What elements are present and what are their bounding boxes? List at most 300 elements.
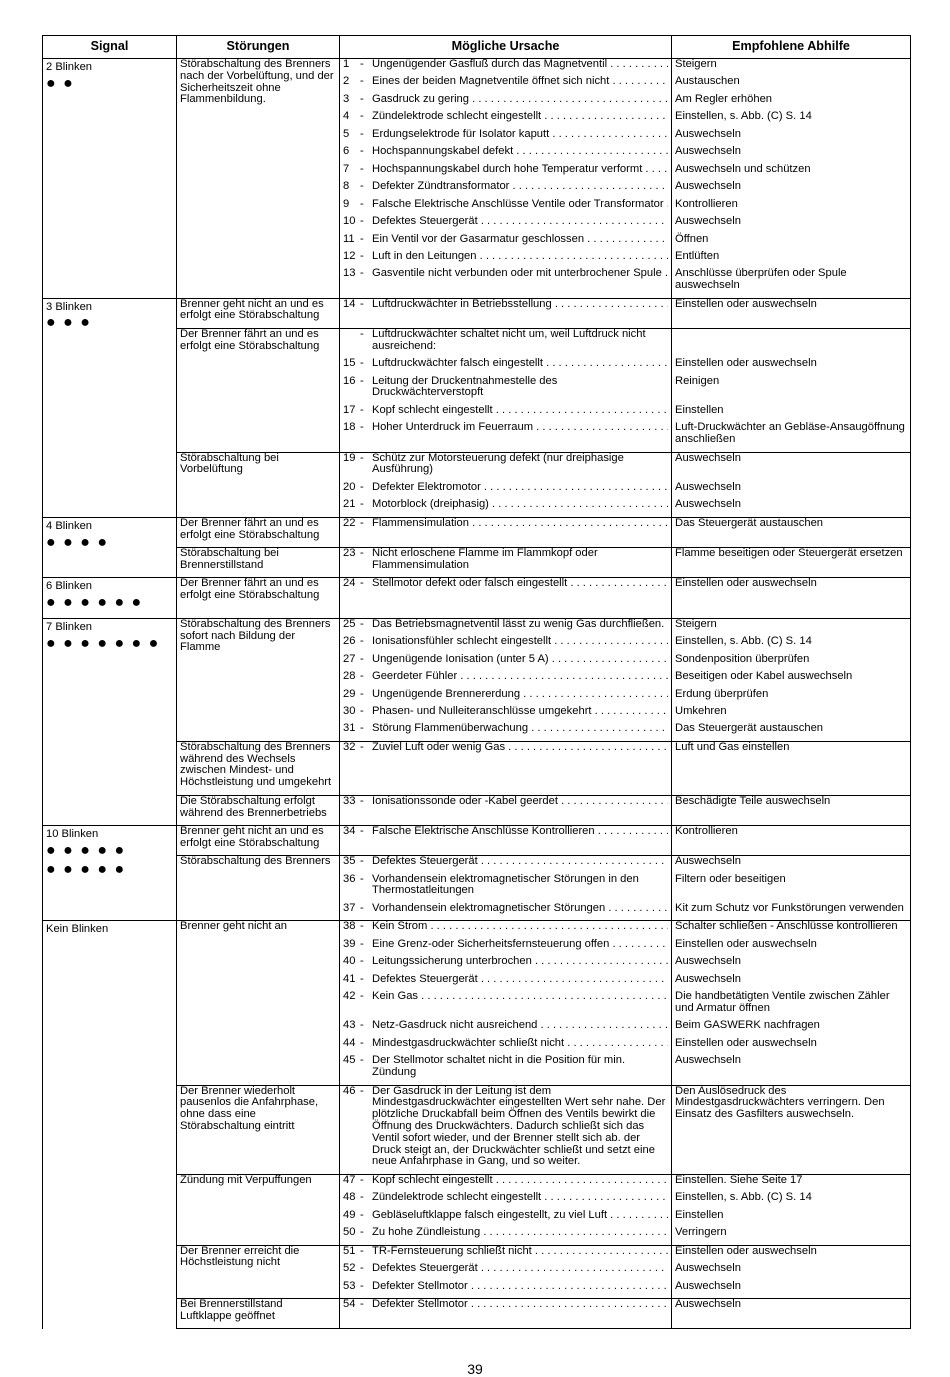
- blink-dots-indicator: ● ● ● ●: [46, 533, 109, 551]
- cause-cell: [340, 654, 672, 671]
- troubleshooting-table: [42, 35, 911, 1329]
- cause-text: Motorblock (dreiphasig) . . .: [372, 499, 668, 511]
- cause-cell: [340, 1174, 672, 1192]
- remedy-cell: Den Auslösedruck des Mindestgasdruckwächters verringern. Den Einsatz des Gasfilters auswechseln.: [672, 1085, 911, 1174]
- cause-dash: -: [360, 722, 364, 735]
- cause-number: 1: [343, 58, 350, 70]
- cause-number: 43: [343, 1019, 356, 1032]
- cause-cell: [340, 1245, 672, 1263]
- cause-dash: -: [360, 824, 364, 837]
- cause-cell: [340, 903, 672, 921]
- cause-text: Ein Ventil vor der Gasarmatur geschlossen . . .: [372, 234, 668, 246]
- cause-text: Eine Grenz-oder Sicherheitsfernsteuerung offen . . .: [372, 939, 668, 951]
- cause-text: Mindestgasdruckwächter schließt nicht . . .: [372, 1038, 668, 1050]
- remedy-cell: Beseitigen oder Kabel auswechseln: [672, 671, 911, 688]
- cause-dash: -: [360, 635, 364, 648]
- remedy-cell: Luft und Gas einstellen: [672, 741, 911, 795]
- cause-dash: -: [360, 180, 364, 193]
- page-number: 39: [467, 1361, 483, 1377]
- cause-text: Leitung der Druckentnahmestelle des Druckwächterverstopft: [372, 375, 558, 399]
- cause-number: 31: [343, 722, 356, 735]
- cause-number: 14: [343, 297, 356, 310]
- remedy-cell: Auswechseln: [672, 956, 911, 973]
- cause-text: Luftdruckwächter falsch eingestellt . . .: [372, 358, 668, 370]
- cause-number: 28: [343, 670, 356, 683]
- cause-text: Ungenügende Brennererdung . . .: [372, 689, 668, 701]
- cause-text: Hochspannungskabel durch hohe Temperatur verformt . . .: [372, 164, 668, 176]
- disturbance-cell: Bei Brennerstillstand Luftklappe geöffnet: [177, 1299, 340, 1329]
- cause-dash: -: [360, 75, 364, 88]
- signal-cell: [43, 517, 177, 578]
- remedy-cell: Kontrollieren: [672, 825, 911, 855]
- cause-cell: [340, 1038, 672, 1055]
- cause-number: 54: [343, 1298, 356, 1310]
- cause-cell: [340, 1210, 672, 1227]
- remedy-cell: Auswechseln: [672, 146, 911, 163]
- cause-number: 12: [343, 249, 356, 262]
- remedy-cell: Reinigen: [672, 376, 911, 405]
- cause-dash: -: [360, 1244, 364, 1257]
- remedy-cell: Auswechseln: [672, 216, 911, 233]
- cause-text: Stellmotor defekt oder falsch eingestellt . . .: [372, 578, 668, 590]
- cause-number: 16: [343, 374, 356, 387]
- cause-number: 17: [343, 403, 356, 416]
- cause-text: Vorhandensein elektromagnetischer Störungen . . .: [372, 903, 668, 915]
- cause-cell: [340, 181, 672, 198]
- cause-text: Störung Flammenüberwachung . . .: [372, 723, 668, 735]
- remedy-cell: Beschädigte Teile auswechseln: [672, 795, 911, 825]
- cause-cell: [340, 1085, 672, 1174]
- table-row: [43, 618, 911, 636]
- cause-number: 45: [343, 1054, 356, 1067]
- remedy-cell: Auswechseln: [672, 856, 911, 874]
- cause-number: 30: [343, 704, 356, 717]
- remedy-cell: Kontrollieren: [672, 199, 911, 216]
- cause-dash: -: [360, 498, 364, 511]
- cause-cell: [340, 452, 672, 482]
- cause-dash: -: [360, 955, 364, 968]
- cause-dash: -: [360, 794, 364, 807]
- cause-dash: -: [360, 110, 364, 123]
- cause-dash: -: [360, 652, 364, 665]
- cause-text: Falsche Elektrische Anschlüsse Ventile oder Transformator . . .: [372, 199, 668, 211]
- cause-text: Defektes Steuergerät . . .: [372, 216, 668, 228]
- cause-text: Kein Gas . . .: [372, 991, 668, 1003]
- cause-text: Gebläseluftklappe falsch eingestellt, zu viel Luft . . .: [372, 1210, 668, 1222]
- cause-number: 29: [343, 687, 356, 700]
- cause-number: 48: [343, 1191, 356, 1204]
- signal-cell: [43, 618, 177, 825]
- cause-cell: [340, 517, 672, 547]
- cause-dash: -: [360, 740, 364, 753]
- cause-number: 53: [343, 1279, 356, 1292]
- header-cause: Mögliche Ursache: [340, 36, 672, 59]
- cause-number: 2: [343, 75, 350, 88]
- cause-cell: [340, 376, 672, 405]
- cause-text: Ungenügende Ionisation (unter 5 A) . . .: [372, 654, 668, 666]
- cause-number: 9: [343, 197, 350, 210]
- blink-dots-indicator: ● ● ● ● ●: [46, 841, 126, 859]
- disturbance-cell: Der Brenner fährt an und es erfolgt eine Störabschaltung: [177, 328, 340, 452]
- table-body: [43, 59, 911, 1329]
- disturbance-cell: Störabschaltung bei Brennerstillstand: [177, 548, 340, 578]
- cause-cell: [340, 1227, 672, 1245]
- cause-dash: -: [360, 162, 364, 175]
- cause-number: 25: [343, 617, 356, 630]
- cause-cell: [340, 216, 672, 233]
- signal-label: 6 Blinken: [46, 580, 93, 593]
- remedy-cell: Auswechseln: [672, 1055, 911, 1085]
- cause-text: Hoher Unterdruck im Feuerraum . . .: [372, 422, 668, 434]
- cause-dash: -: [360, 1173, 364, 1186]
- cause-dash: -: [360, 374, 364, 387]
- remedy-cell: Einstellen oder auswechseln: [672, 939, 911, 956]
- cause-text: Nicht erloschene Flamme im Flammkopf oder Flammensimulation: [372, 548, 598, 571]
- cause-dash: -: [360, 297, 364, 310]
- remedy-cell: Beim GASWERK nachfragen: [672, 1020, 911, 1037]
- remedy-cell: Auswechseln: [672, 1263, 911, 1280]
- remedy-cell: Schalter schließen - Anschlüsse kontrollieren: [672, 921, 911, 939]
- cause-dash: -: [360, 232, 364, 245]
- cause-dash: -: [360, 1036, 364, 1049]
- header-signal: Signal: [43, 36, 177, 59]
- cause-number: 36: [343, 872, 356, 885]
- remedy-cell: Verringern: [672, 1227, 911, 1245]
- cause-text: Falsche Elektrische Anschlüsse Kontrollieren . . .: [372, 826, 668, 838]
- cause-dash: -: [360, 421, 364, 434]
- blink-dots-indicator: ● ● ● ● ● ●: [46, 594, 143, 612]
- remedy-cell: Auswechseln: [672, 482, 911, 499]
- cause-text: Zu hohe Zündleistung . . .: [372, 1227, 668, 1239]
- remedy-cell: Umkehren: [672, 706, 911, 723]
- remedy-cell: Kit zum Schutz vor Funkstörungen verwenden: [672, 903, 911, 921]
- cause-number: 7: [343, 162, 350, 175]
- cause-cell: [340, 671, 672, 688]
- cause-number: 34: [343, 824, 356, 837]
- cause-cell: [340, 268, 672, 298]
- header-row: [43, 36, 911, 59]
- cause-cell: [340, 94, 672, 111]
- cause-cell: [340, 991, 672, 1020]
- cause-text: Luftdruckwächter schaltet nicht um, weil Luftdruck nicht ausreichend:: [372, 328, 646, 352]
- cause-text: Geerdeter Fühler . . .: [372, 671, 668, 683]
- cause-dash: -: [360, 403, 364, 416]
- cause-dash: -: [360, 1208, 364, 1221]
- cause-dash: -: [360, 145, 364, 158]
- cause-text: Vorhandensein elektromagnetischer Störungen in den Thermostatleitungen: [372, 873, 639, 897]
- cause-dash: -: [360, 1084, 364, 1097]
- remedy-cell: Auswechseln: [672, 129, 911, 146]
- cause-number: 6: [343, 145, 350, 158]
- cause-number: 52: [343, 1262, 356, 1275]
- remedy-cell: Erdung überprüfen: [672, 689, 911, 706]
- cause-text: Defekter Stellmotor . . .: [372, 1281, 668, 1293]
- remedy-cell: Einstellen: [672, 405, 911, 422]
- remedy-cell: Einstellen, s. Abb. (C) S. 14: [672, 111, 911, 128]
- remedy-cell: Auswechseln und schützen: [672, 164, 911, 181]
- cause-dash: -: [360, 920, 364, 933]
- cause-dash: -: [360, 197, 364, 210]
- remedy-cell: Auswechseln: [672, 1299, 911, 1329]
- cause-text: TR-Fernsteuerung schließt nicht . . .: [372, 1246, 668, 1258]
- cause-text: Defekter Zündtransformator . . .: [372, 181, 668, 193]
- cause-text: Phasen- und Nulleiteranschlüsse umgekehrt . . .: [372, 706, 668, 718]
- remedy-cell: Austauschen: [672, 76, 911, 93]
- cause-cell: [340, 825, 672, 855]
- cause-text: Defekter Elektromotor . . .: [372, 482, 668, 494]
- cause-number: 13: [343, 267, 356, 280]
- cause-cell: [340, 234, 672, 251]
- cause-dash: -: [360, 92, 364, 105]
- cause-dash: -: [360, 215, 364, 228]
- signal-cell: [43, 59, 177, 299]
- cause-dash: -: [360, 872, 364, 885]
- cause-dash: -: [360, 990, 364, 1003]
- signal-label: 3 Blinken: [46, 300, 93, 313]
- cause-cell: [340, 1281, 672, 1299]
- remedy-cell: Filtern oder beseitigen: [672, 874, 911, 903]
- cause-text: Zuviel Luft oder wenig Gas . . .: [372, 742, 668, 754]
- cause-cell: [340, 129, 672, 146]
- cause-cell: [340, 706, 672, 723]
- cause-cell: [340, 111, 672, 128]
- blink-dots-indicator: ● ● ● ● ●: [46, 860, 126, 878]
- cause-number: 15: [343, 357, 356, 370]
- cause-cell: [340, 956, 672, 973]
- remedy-cell: Auswechseln: [672, 499, 911, 517]
- remedy-cell: Einstellen. Siehe Seite 17: [672, 1174, 911, 1192]
- cause-cell: [340, 405, 672, 422]
- cause-text: Das Betriebsmagnetventil lässt zu wenig Gas durchfließen. . . .: [372, 619, 668, 631]
- cause-dash: -: [360, 516, 364, 529]
- cause-cell: [340, 358, 672, 375]
- remedy-cell: Öffnen: [672, 234, 911, 251]
- remedy-cell: Am Regler erhöhen: [672, 94, 911, 111]
- cause-cell: [340, 874, 672, 903]
- table-row: [43, 578, 911, 618]
- cause-cell: [340, 1299, 672, 1329]
- remedy-cell: Flamme beseitigen oder Steuergerät ersetzen: [672, 548, 911, 578]
- disturbance-cell: Zündung mit Verpuffungen: [177, 1174, 340, 1245]
- cause-cell: [340, 741, 672, 795]
- cause-text: Hochspannungskabel defekt . . .: [372, 146, 668, 158]
- cause-dash: -: [360, 1298, 364, 1310]
- signal-cell: [43, 298, 177, 517]
- remedy-cell: Steigern: [672, 59, 911, 77]
- cause-text: Der Gasdruck in der Leitung ist dem Mindestgasdruckwächter eingestellten Wert sehr nahe. Der plötzliche Druckabfall beim Öffnen des Ventils bewirkt die Öffnung des Druckwächters. Dadurch schließt sich das Ventil sofort wieder, und der Brenner stellt sich ab. der Druck steigt an, der Druckwächter schließt und setzt eine neue Anfahrphase in Gang, und so weiter.: [372, 1085, 666, 1168]
- cause-text: Kopf schlecht eingestellt . . .: [372, 1175, 668, 1187]
- cause-cell: [340, 251, 672, 268]
- cause-text: Flammensimulation . . .: [372, 518, 668, 530]
- table-row: [43, 921, 911, 939]
- cause-text: Schütz zur Motorsteuerung defekt (nur dreiphasige Ausführung): [372, 452, 624, 476]
- cause-dash: -: [360, 1191, 364, 1204]
- signal-label: 7 Blinken: [46, 620, 93, 633]
- cause-dash: -: [360, 267, 364, 280]
- cause-number: 10: [343, 215, 356, 228]
- remedy-cell: Auswechseln: [672, 974, 911, 991]
- cause-number: 22: [343, 516, 356, 529]
- cause-cell: [340, 1263, 672, 1280]
- cause-dash: -: [360, 1226, 364, 1239]
- remedy-cell: Die handbetätigten Ventile zwischen Zähler und Armatur öffnen: [672, 991, 911, 1020]
- disturbance-cell: Der Brenner erreicht die Höchstleistung nicht: [177, 1245, 340, 1298]
- cause-text: Der Stellmotor schaltet nicht in die Position für min. Zündung: [372, 1055, 626, 1079]
- cause-dash: -: [360, 1019, 364, 1032]
- table-row: [43, 298, 911, 328]
- cause-dash: -: [360, 577, 364, 590]
- cause-cell: [340, 795, 672, 825]
- cause-cell: [340, 1055, 672, 1085]
- cause-number: 40: [343, 955, 356, 968]
- remedy-cell: Einstellen, s. Abb. (C) S. 14: [672, 636, 911, 653]
- remedy-cell: Das Steuergerät austauschen: [672, 517, 911, 547]
- remedy-cell: Einstellen oder auswechseln: [672, 1245, 911, 1263]
- cause-text: Luftdruckwächter in Betriebsstellung . . .: [372, 299, 668, 311]
- disturbance-cell: Der Brenner fährt an und es erfolgt eine Störabschaltung: [177, 517, 340, 547]
- blink-dots-indicator: ● ●: [46, 74, 75, 92]
- cause-number: 27: [343, 652, 356, 665]
- disturbance-cell: Brenner geht nicht an: [177, 921, 340, 1085]
- cause-number: 19: [343, 451, 356, 464]
- disturbance-cell: Brenner geht nicht an und es erfolgt eine Störabschaltung: [177, 825, 340, 855]
- cause-number: 3: [343, 92, 350, 105]
- remedy-cell: Einstellen oder auswechseln: [672, 1038, 911, 1055]
- cause-number: 4: [343, 110, 350, 123]
- cause-cell: [340, 856, 672, 874]
- signal-label: 2 Blinken: [46, 61, 93, 73]
- cause-text: Defektes Steuergerät . . .: [372, 974, 668, 986]
- cause-text: Kein Strom . . .: [372, 921, 668, 933]
- cause-cell: [340, 164, 672, 181]
- cause-text: Ionisationssonde oder -Kabel geerdet . . .: [372, 796, 668, 808]
- cause-text: Defekter Stellmotor . . .: [372, 1299, 668, 1311]
- cause-dash: -: [360, 547, 364, 559]
- cause-cell: [340, 298, 672, 328]
- cause-cell: [340, 482, 672, 499]
- cause-text: Luft in den Leitungen . . .: [372, 251, 668, 263]
- cause-cell: [340, 723, 672, 741]
- cause-number: 41: [343, 972, 356, 985]
- cause-number: 37: [343, 901, 356, 914]
- blink-dots-indicator: ● ● ● ● ● ● ●: [46, 634, 160, 652]
- cause-text: Zündelektrode schlecht eingestellt . . .: [372, 1192, 668, 1204]
- cause-dash: -: [360, 327, 364, 340]
- cause-number: 23: [343, 547, 356, 559]
- cause-dash: -: [360, 127, 364, 140]
- disturbance-cell: Störabschaltung des Brenners: [177, 856, 340, 921]
- signal-cell: [43, 921, 177, 1329]
- cause-text: Eines der beiden Magnetventile öffnet sich nicht . . .: [372, 76, 668, 88]
- header-remedy: Empfohlene Abhilfe: [672, 36, 911, 59]
- remedy-cell: Einstellen oder auswechseln: [672, 578, 911, 618]
- cause-dash: -: [360, 687, 364, 700]
- remedy-cell: Das Steuergerät austauschen: [672, 723, 911, 741]
- cause-cell: [340, 618, 672, 636]
- cause-number: 32: [343, 740, 356, 753]
- cause-cell: [340, 1020, 672, 1037]
- cause-text: Ungenügender Gasfluß durch das Magnetventil . . .: [372, 59, 668, 71]
- cause-number: 42: [343, 990, 356, 1003]
- cause-dash: -: [360, 972, 364, 985]
- remedy-cell: Auswechseln: [672, 452, 911, 482]
- cause-text: Zündelektrode schlecht eingestellt . . .: [372, 111, 668, 123]
- cause-number: 33: [343, 794, 356, 807]
- remedy-cell: Einstellen oder auswechseln: [672, 298, 911, 328]
- disturbance-cell: Störabschaltung des Brenners während des Wechsels zwischen Mindest- und Höchstleistung und umgekehrt: [177, 741, 340, 795]
- cause-number: 50: [343, 1226, 356, 1239]
- cause-number: 18: [343, 421, 356, 434]
- remedy-cell: Anschlüsse überprüfen oder Spule auswechseln: [672, 268, 911, 298]
- cause-cell: [340, 199, 672, 216]
- cause-cell: [340, 548, 672, 578]
- cause-dash: -: [360, 704, 364, 717]
- cause-number: 8: [343, 180, 350, 193]
- disturbance-cell: Störabschaltung des Brenners nach der Vorbelüftung, und der Sicherheitszeit ohne Flammenbildung.: [177, 59, 340, 299]
- disturbance-cell: Störabschaltung bei Vorbelüftung: [177, 452, 340, 517]
- cause-cell: [340, 76, 672, 93]
- cause-dash: -: [360, 1279, 364, 1292]
- signal-label: 4 Blinken: [46, 519, 93, 532]
- header-disturbance: Störungen: [177, 36, 340, 59]
- signal-label: 10 Blinken: [46, 827, 99, 840]
- cause-cell: [340, 974, 672, 991]
- cause-cell: [340, 499, 672, 517]
- table-row: [43, 825, 911, 855]
- cause-number: 5: [343, 127, 350, 140]
- table-row: [43, 517, 911, 547]
- disturbance-cell: Störabschaltung des Brenners sofort nach Bildung der Flamme: [177, 618, 340, 741]
- cause-dash: -: [360, 670, 364, 683]
- cause-number: 24: [343, 577, 356, 590]
- cause-text: Ionisationsfühler schlecht eingestellt . . .: [372, 636, 668, 648]
- remedy-cell: Einstellen: [672, 1210, 911, 1227]
- cause-text: Erdungselektrode für Isolator kaputt . . .: [372, 129, 668, 141]
- cause-number: 11: [343, 232, 355, 245]
- cause-cell: [340, 578, 672, 618]
- remedy-cell: Auswechseln: [672, 181, 911, 198]
- cause-text: Gasventile nicht verbunden oder mit unterbrochener Spule . . .: [372, 268, 668, 280]
- cause-text: Defektes Steuergerät . . .: [372, 856, 668, 868]
- cause-number: 26: [343, 635, 356, 648]
- blink-dots-indicator: ● ● ●: [46, 314, 92, 332]
- cause-cell: [340, 689, 672, 706]
- cause-cell: [340, 939, 672, 956]
- cause-cell: [340, 328, 672, 358]
- disturbance-cell: Die Störabschaltung erfolgt während des Brennerbetriebs: [177, 795, 340, 825]
- cause-cell: [340, 921, 672, 939]
- cause-cell: [340, 636, 672, 653]
- cause-cell: [340, 146, 672, 163]
- cause-dash: -: [360, 480, 364, 493]
- cause-number: 21: [343, 498, 356, 511]
- remedy-cell: Luft-Druckwächter an Gebläse-Ansaugöffnung anschließen: [672, 422, 911, 452]
- cause-number: 20: [343, 480, 356, 493]
- remedy-cell: Einstellen, s. Abb. (C) S. 14: [672, 1192, 911, 1209]
- cause-cell: [340, 1192, 672, 1209]
- signal-cell: [43, 578, 177, 618]
- cause-number: 44: [343, 1036, 356, 1049]
- cause-number: 47: [343, 1173, 356, 1186]
- cause-dash: -: [360, 617, 364, 630]
- cause-dash: -: [360, 58, 364, 70]
- cause-text: Leitungssicherung unterbrochen . . .: [372, 956, 668, 968]
- cause-dash: -: [360, 1054, 364, 1067]
- cause-text: Kopf schlecht eingestellt . . .: [372, 405, 668, 417]
- remedy-cell: [672, 328, 911, 358]
- cause-dash: -: [360, 855, 364, 868]
- cause-cell: [340, 59, 672, 77]
